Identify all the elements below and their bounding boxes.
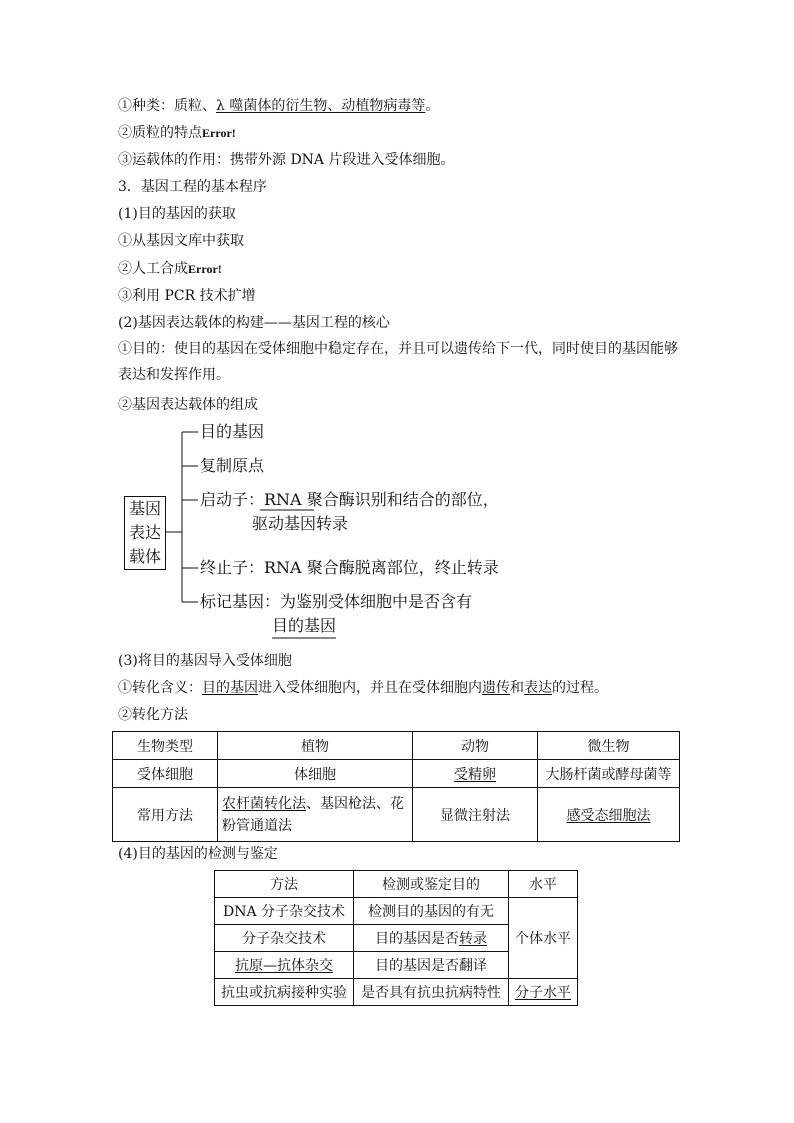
line-purpose: ①目的：使目的基因在受体细胞中稳定存在，并且可以遗传给下一代，同时使目的基因能够表达和发挥作用。 bbox=[118, 341, 678, 383]
line-vector-composition: ②基因表达载体的组成 bbox=[118, 397, 258, 413]
branch-marker-cont: 目的基因 bbox=[272, 616, 337, 635]
line-vector-construction: (2)基因表达载体的构建——基因工程的核心 bbox=[118, 315, 390, 331]
vector-box: 基因 表达 载体 bbox=[124, 496, 166, 570]
line-transformation-meaning: ①转化含义：目的基因进入受体细胞内，并且在受体细胞内遗传和表达的过程。 bbox=[118, 680, 608, 696]
table-row: 受体细胞 体细胞 受精卵 大肠杆菌或酵母菌等 bbox=[113, 760, 680, 788]
line-vector-role: ③运载体的作用：携带外源 DNA 片段进入受体细胞。 bbox=[118, 152, 455, 168]
transformation-table bbox=[112, 731, 680, 842]
line-pcr: ③利用 PCR 技术扩增 bbox=[118, 288, 256, 304]
table-row: DNA 分子杂交技术 检测目的基因的有无 个体水平 bbox=[215, 898, 578, 925]
branch-marker: 标记基因：为鉴别受体细胞中是否含有 bbox=[200, 592, 473, 611]
line-target-gene-acquire: (1)目的基因的获取 bbox=[118, 206, 236, 222]
branch-origin: 复制原点 bbox=[200, 456, 265, 475]
table-row: 分子杂交技术 目的基因是否转录 bbox=[215, 925, 578, 952]
expression-vector-diagram bbox=[120, 418, 520, 644]
table-row: 方法 检测或鉴定目的 水平 bbox=[215, 871, 578, 898]
detection-table bbox=[214, 870, 578, 1006]
table-row: 抗原—抗体杂交 目的基因是否翻译 bbox=[215, 952, 578, 979]
branch-promoter: 启动子：RNA 聚合酶识别和结合的部位， bbox=[200, 490, 499, 509]
table-row: 常用方法 农杆菌转化法、基因枪法、花 粉管通道法 显微注射法 感受态细胞法 bbox=[113, 788, 680, 842]
heading-transformation: (3)将目的基因导入受体细胞 bbox=[118, 653, 292, 669]
line-from-library: ①从基因文库中获取 bbox=[118, 233, 244, 249]
branch-terminator: 终止子：RNA 聚合酶脱离部位，终止转录 bbox=[200, 558, 499, 577]
branch-promoter-cont: 驱动基因转录 bbox=[252, 514, 349, 533]
table-row: 生物类型 植物 动物 微生物 bbox=[113, 732, 680, 760]
line-synthesis: ②人工合成Error! bbox=[118, 261, 222, 277]
heading-basic-procedure: 3．基因工程的基本程序 bbox=[118, 179, 267, 195]
heading-detection: (4)目的基因的检测与鉴定 bbox=[118, 846, 278, 862]
branch-target-gene: 目的基因 bbox=[200, 422, 265, 441]
line-types: ①种类：质粒、λ 噬菌体的衍生物、动植物病毒等。 bbox=[118, 98, 440, 114]
line-transformation-methods: ②转化方法 bbox=[118, 707, 188, 723]
table-row: 抗虫或抗病接种实验 是否具有抗虫抗病特性 分子水平 bbox=[215, 979, 578, 1006]
line-plasmid-features: ②质粒的特点Error! bbox=[118, 125, 236, 141]
